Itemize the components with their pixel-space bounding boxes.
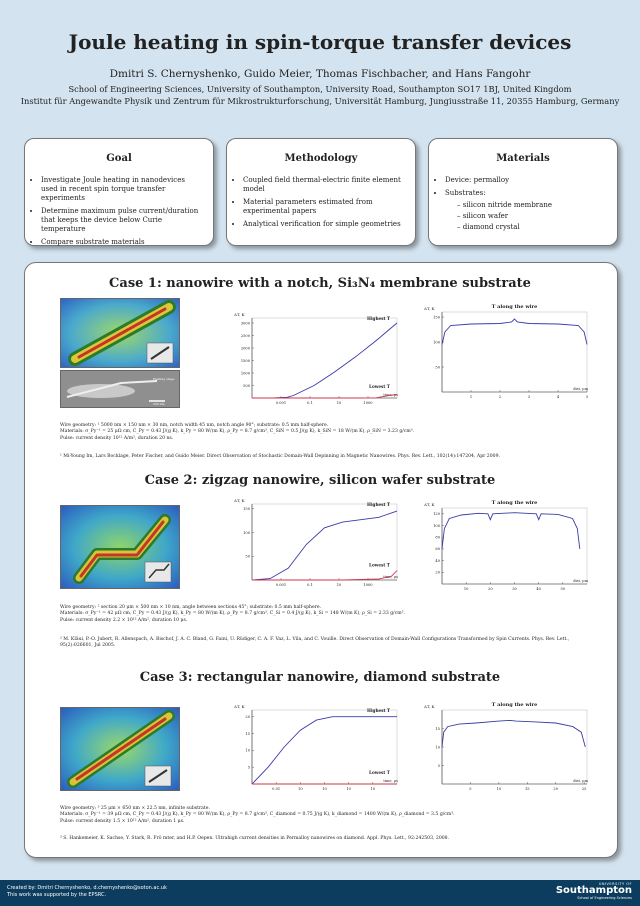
goal-heading: Goal	[106, 153, 132, 164]
y-tick-label: 100	[433, 523, 440, 528]
x-tick-label: 20	[553, 787, 559, 791]
case-3-reference: ³ S. Hankemeier, K. Sachse, Y. Stark, R. Frö mter, and H.P. Oepen. Ultrahigh current densities in Permalloy nanowires on diamond. Appl. Phys. Lett., 92:242503, 2008.	[60, 836, 450, 841]
series-label: Lowest T	[369, 770, 390, 775]
case-3-title: Case 3: rectangular nanowire, diamond substrate	[139, 670, 501, 685]
case-1-reference: ¹ Mi-Young Im, Lars Bocklage, Peter Fischer, and Guido Meier. Direct Observation of Stochastic Domain-Wall Depinning in Magnetic Nanowires. Phys. Rev. Lett., 102(14):147204, Apr 2009.	[60, 454, 500, 459]
case-2-time-chart	[230, 492, 405, 594]
y-axis-label: ΔT, K	[234, 704, 245, 709]
x-tick-label: 0.001	[275, 583, 287, 587]
y-tick-label: 1500	[240, 358, 250, 363]
lowest-t-series	[252, 571, 397, 581]
series-label: Highest T	[367, 502, 391, 507]
substrates-list	[445, 201, 607, 232]
substrate-item: – silicon wafer	[457, 212, 509, 220]
x-tick-label: 1000	[363, 583, 373, 587]
x-tick-label: 50	[560, 587, 566, 591]
case-2-simulation-image	[60, 505, 180, 589]
y-axis-label: ΔT, K	[424, 704, 435, 709]
x-tick-label: 10	[322, 787, 327, 791]
y-tick-label: 50	[245, 554, 250, 559]
case-1-simulation-image	[60, 298, 180, 368]
x-tick-label: 3	[527, 395, 531, 399]
methodology-item: • Material parameters estimated from experimental papers	[243, 198, 405, 216]
x-tick-label: 0.1	[307, 583, 313, 587]
x-tick-label: 0.001	[275, 401, 287, 405]
y-tick-label: 80	[435, 535, 440, 540]
x-tick-label: 10	[336, 401, 342, 405]
case-1-title: Case 1: nanowire with a notch, Si₃N₄ membrane substrate	[109, 276, 531, 291]
case-1-heat-map	[61, 299, 179, 367]
affiliation-1: School of Engineering Sciences, University of Southampton, University Road, Southampton SO17 1BJ, United Kingdom	[68, 84, 572, 94]
y-tick-label: 50	[435, 365, 440, 370]
sem-micrograph	[61, 371, 179, 407]
y-tick-label: 10	[435, 745, 440, 750]
case-1-description	[60, 423, 600, 442]
goal-item: • Compare substrate materials	[41, 238, 203, 247]
case-2-title: Case 2: zigzag nanowire, silicon wafer substrate	[144, 473, 496, 488]
goal-item: • Determine maximum pulse current/duration that keeps the device below Curie temperature	[41, 207, 203, 234]
temperature-profile-series	[442, 319, 587, 345]
plot-frame	[442, 508, 587, 584]
sem-label-heating: Heating stage	[153, 377, 175, 381]
plot-frame	[252, 504, 397, 580]
y-tick-label: 5	[437, 763, 440, 768]
y-tick-label: 20	[245, 715, 250, 720]
plot-frame	[442, 312, 587, 392]
y-tick-label: 120	[433, 512, 440, 517]
x-axis-label: time, μs	[383, 575, 398, 579]
chart-title: T along the wire	[491, 500, 538, 506]
series-label: Highest T	[367, 708, 391, 713]
x-tick-label: 5	[469, 787, 472, 791]
case-3-description	[60, 806, 600, 825]
affiliation-2: Institut für Angewandte Physik und Zentrum für Mikrostrukturforschung, Universität Hamburg, Jungiusstraße 11, 20355 Hamburg, Germany	[20, 96, 620, 106]
x-axis-label: time, μs	[383, 779, 398, 783]
x-tick-label: 10	[346, 787, 351, 791]
case-2-description	[60, 605, 600, 624]
case-3-heat-map	[61, 708, 179, 790]
materials-box	[428, 138, 618, 246]
authors: Dmitri S. Chernyshenko, Guido Meier, Thomas Fischbacher, and Hans Fangohr	[109, 68, 531, 80]
case-3-wire-chart	[420, 698, 595, 798]
methodology-item: • Analytical verification for simple geometries	[243, 220, 405, 229]
case-2-reference: ² M. Kläui, P.-O. Jubert, R. Allenspach, A. Bischof, J. A. C. Bland, G. Faini, U. Rüdiger, C. A. F. Vaz, L. Vila, and C. Vouille. Direct Observation of Domain-Wall Configurations Transformed by Spin Currents. Phys. Rev. Lett., 95(2):026601, Jul 2005.	[60, 637, 570, 649]
footer-credit-author: Created by: Dmitri Chernyshenko, d.chernyshenko@soton.ac.uk	[7, 885, 167, 891]
y-tick-label: 15	[245, 731, 250, 736]
y-tick-label: 15	[435, 726, 440, 731]
x-tick-label: 5	[585, 395, 589, 399]
y-axis-label: ΔT, K	[234, 498, 245, 503]
x-axis-label: dist, μm	[573, 579, 588, 583]
temperature-profile-series	[442, 720, 585, 747]
goal-list	[25, 176, 213, 247]
y-tick-label: 500	[243, 383, 250, 388]
x-axis-label: time, μs	[383, 393, 398, 397]
methodology-list	[227, 176, 415, 229]
case-1-sem-image	[60, 370, 180, 408]
y-tick-label: 2000	[240, 346, 250, 351]
substrates-label: Substrates:	[445, 189, 486, 197]
university-logo	[556, 882, 632, 900]
case-3-geometry: Wire geometry: ³ 25 μm × 650 nm × 22.5 nm, infinite substrate.	[60, 806, 210, 811]
materials-item: • Device: permalloy	[445, 176, 607, 185]
case-1-wire-chart	[420, 300, 595, 406]
substrate-item: – diamond crystal	[457, 223, 520, 231]
case-1-time-chart	[230, 306, 405, 412]
y-tick-label: 5	[247, 765, 250, 770]
x-tick-label: 1	[469, 395, 473, 399]
goal-item: • Investigate Joule heating in nanodevices used in recent spin torque transfer experiments	[41, 176, 203, 203]
y-axis-label: ΔT, K	[424, 306, 435, 311]
y-axis-label: ΔT, K	[424, 502, 435, 507]
y-tick-label: 1000	[240, 371, 250, 376]
x-tick-label: 10	[496, 787, 502, 791]
y-tick-label: 10	[245, 748, 250, 753]
case-2-pulse: Pulse: current density 2.2 × 10¹² A/m², duration 10 μs.	[60, 617, 188, 623]
case-1-geometry: Wire geometry: ¹ 5000 nm × 150 nm × 30 nm, notch width 45 nm, notch angle 90°; substrate: 0.5 mm half-sphere.	[60, 423, 329, 428]
materials-heading: Materials	[496, 153, 550, 164]
case-2-materials: Materials: σ_Py⁻¹ = 42 μΩ cm, C_Py = 0.43 J/(g K), k_Py = 80 W/(m K), ρ_Py = 8.7 g/cm³, C_Si = 0.4 J/(g K), k_Si = 148 W/(m K), ρ_Si = 2.33 g/cm³.	[60, 611, 405, 617]
y-tick-label: 150	[433, 315, 440, 320]
methodology-item: • Coupled field thermal-electric finite element model	[243, 176, 405, 194]
x-tick-label: 10	[370, 787, 376, 791]
footer-credit-funding: This work was supported by the EPSRC.	[7, 892, 107, 898]
y-tick-label: 60	[435, 547, 440, 552]
series-label: Lowest T	[369, 562, 390, 568]
materials-list	[429, 176, 617, 232]
case-1-materials: Materials: σ_Py⁻¹ = 25 μΩ cm, C_Py = 0.43 J/(g K), k_Py = 80 W/(m K), ρ_Py = 8.7 g/cm³, C_SiN = 0.5 J/(g K), k_SiN = 18 W/(m K), ρ_SiN = 3.23 g/cm³.	[60, 429, 415, 435]
x-axis-label: dist, μm	[573, 387, 588, 391]
chart-title: T along the wire	[491, 702, 538, 708]
x-tick-label: 10	[336, 583, 342, 587]
goal-box	[24, 138, 214, 246]
x-tick-label: 0.1	[307, 401, 313, 405]
x-tick-label: 15	[525, 787, 530, 791]
methodology-box	[226, 138, 416, 246]
chart-title: T along the wire	[491, 304, 538, 310]
x-tick-label: 40	[536, 587, 541, 591]
y-tick-label: 2500	[240, 333, 250, 338]
case-3-simulation-image	[60, 707, 180, 791]
case-3-pulse: Pulse: current density 1.5 × 10¹² A/m², duration 1 μs.	[60, 818, 185, 824]
temperature-profile-series	[442, 513, 580, 549]
x-tick-label: 1000	[363, 401, 373, 405]
y-tick-label: 3000	[240, 321, 250, 326]
y-tick-label: 20	[435, 570, 440, 575]
y-tick-label: 100	[433, 340, 440, 345]
materials-item	[445, 189, 607, 232]
x-tick-label: 20	[488, 587, 493, 591]
y-tick-label: 150	[243, 507, 250, 512]
case-1-pulse: Pulse: current density 10¹² A/m², duration 20 ns.	[60, 435, 174, 441]
case-2-wire-chart	[420, 496, 595, 598]
poster-title: Joule heating in spin-torque transfer devices	[68, 30, 572, 54]
case-2-geometry: Wire geometry: ² section 20 μm × 500 nm × 10 nm, angle between sections 45°; substrate: 0.5 mm half-sphere.	[60, 605, 322, 610]
x-tick-label: 2	[498, 395, 502, 399]
highest-t-series	[252, 511, 397, 580]
x-tick-label: 30	[512, 587, 517, 591]
x-tick-label: 0.01	[272, 787, 281, 791]
y-axis-label: ΔT, K	[234, 312, 245, 317]
footer-credit	[7, 885, 167, 899]
logo-main-text: Southampton	[555, 885, 632, 896]
x-tick-label: 10	[463, 587, 469, 591]
logo-top-text: UNIVERSITY OF	[598, 882, 632, 886]
series-label: Lowest T	[369, 384, 390, 389]
case-3-materials: Materials: σ_Py⁻¹ = 39 μΩ cm, C_Py = 0.43 J/(g K), k_Py = 80 W/(m K), ρ_Py = 8.7 g/cm³, C_diamond = 0.75 J/(g K), k_diamond = 1400 W/(m K), ρ_diamond = 3.5 g/cm³.	[60, 812, 455, 818]
y-tick-label: 40	[435, 558, 440, 563]
sem-label-scale: 200 nm	[153, 402, 165, 406]
x-tick-label: 25	[581, 787, 587, 791]
x-tick-label: 4	[556, 395, 560, 399]
methodology-heading: Methodology	[284, 153, 358, 164]
case-2-heat-map	[61, 506, 179, 588]
y-tick-label: 100	[243, 530, 250, 535]
footer-bar	[0, 880, 640, 906]
x-tick-label: 10	[298, 787, 303, 791]
case-3-time-chart	[230, 698, 405, 798]
substrate-item: – silicon nitride membrane	[457, 201, 552, 209]
series-label: Highest T	[367, 316, 391, 321]
logo-sub-text: School of Engineering Sciences	[577, 896, 632, 900]
x-axis-label: dist, μm	[573, 779, 588, 783]
